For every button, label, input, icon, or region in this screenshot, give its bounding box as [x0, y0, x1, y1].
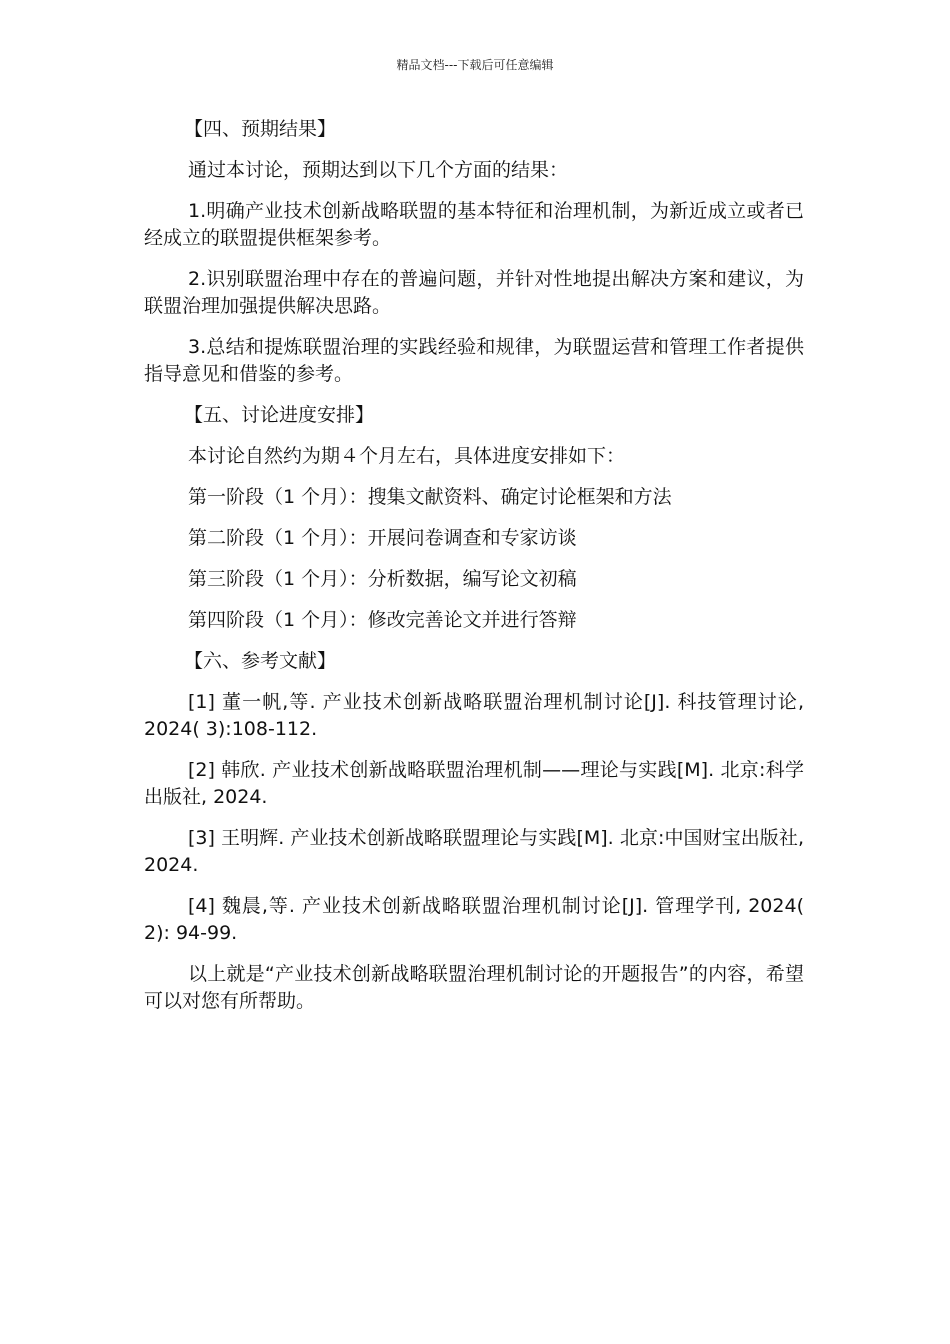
page-header-note: 精品文档---下载后可任意编辑	[396, 58, 554, 72]
schedule-stage: 第二阶段（1 个月）：开展问卷调查和专家访谈	[188, 527, 577, 549]
schedule-stage: 第四阶段（1 个月）：修改完善论文并进行答辩	[188, 609, 577, 631]
schedule-intro: 本讨论自然约为期４个月左右，具体进度安排如下：	[188, 445, 626, 467]
reference-item: [2] 韩欣. 产业技术创新战略联盟治理机制——理论与实践[M]. 北京:科学出版社, 2024.	[144, 759, 804, 808]
closing-paragraph: 以上就是“产业技术创新战略联盟治理机制讨论的开题报告”的内容，希望可以对您有所帮助。	[144, 963, 804, 1012]
section-heading-references: 【六、参考文献】	[184, 650, 337, 672]
schedule-stage: 第一阶段（1 个月）：搜集文献资料、确定讨论框架和方法	[188, 486, 672, 508]
expected-result-item: 1.明确产业技术创新战略联盟的基本特征和治理机制，为新近成立或者已经成立的联盟提供框架参考。	[144, 200, 804, 249]
expected-result-item: 3.总结和提炼联盟治理的实践经验和规律，为联盟运营和管理工作者提供指导意见和借鉴的参考。	[144, 336, 804, 385]
reference-item: [1] 董一帆,等. 产业技术创新战略联盟治理机制讨论[J]. 科技管理讨论, 2024( 3):108-112.	[144, 691, 804, 740]
schedule-stage: 第三阶段（1 个月）：分析数据，编写论文初稿	[188, 568, 577, 590]
section-heading-schedule: 【五、讨论进度安排】	[184, 404, 375, 426]
expected-result-item: 2.识别联盟治理中存在的普遍问题，并针对性地提出解决方案和建议，为联盟治理加强提供解决思路。	[144, 268, 804, 317]
section-heading-expected-results: 【四、预期结果】	[184, 118, 337, 140]
expected-results-intro: 通过本讨论，预期达到以下几个方面的结果：	[188, 159, 569, 181]
reference-item: [3] 王明辉. 产业技术创新战略联盟理论与实践[M]. 北京:中国财宝出版社, 2024.	[144, 827, 804, 876]
document-body	[144, 116, 804, 1029]
reference-item: [4] 魏晨,等. 产业技术创新战略联盟治理机制讨论[J]. 管理学刊, 2024( 2): 94-99.	[144, 895, 804, 944]
